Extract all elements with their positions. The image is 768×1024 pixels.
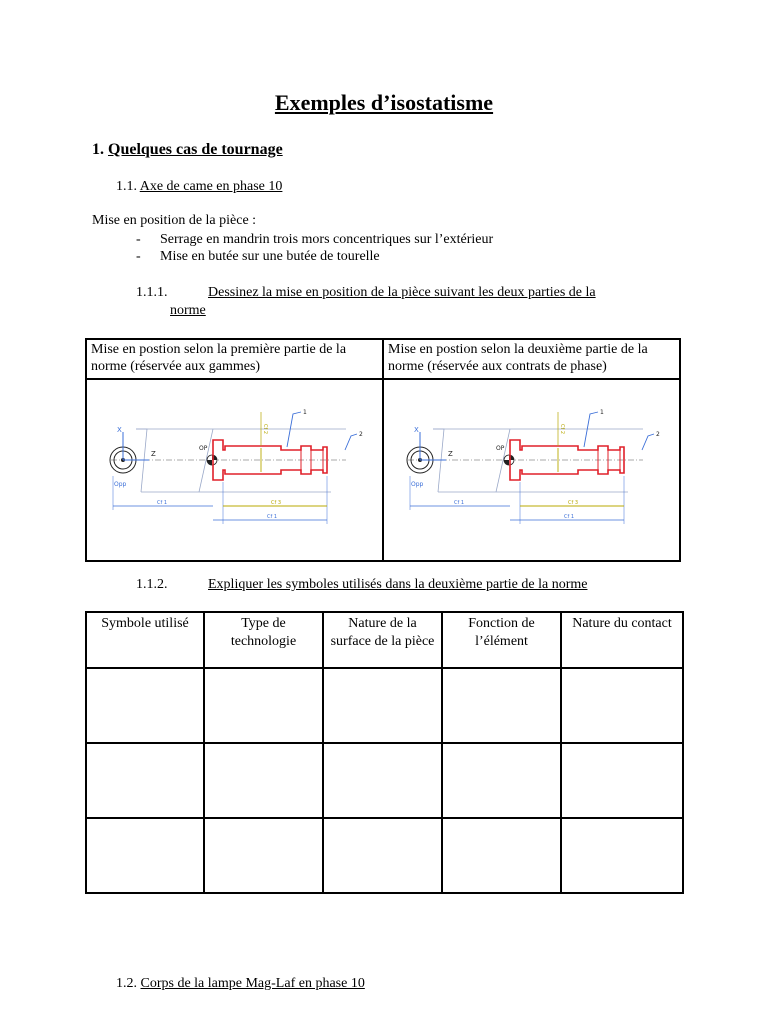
cf3-label: Cf 3 [271,500,282,506]
subsection-label: Corps de la lampe Mag-Laf en phase 10 [140,976,365,991]
answer-cell[interactable] [86,818,204,893]
answer-cell[interactable] [442,818,561,893]
symbol-table-header [86,612,683,668]
figure-cell-1 [86,379,383,561]
header-cell: Nature du contact [561,612,683,668]
op-label: OP [199,445,208,452]
answer-cell[interactable] [323,818,442,893]
part-drawing-1 [101,392,371,542]
figure-table [85,338,681,562]
header-cell: Symbole utilisé [86,612,204,668]
opp-label: Opp [411,481,424,488]
op-label: OP [496,445,505,452]
answer-cell[interactable] [204,743,323,818]
ref-1-leader [584,412,598,447]
subsection-1-1-2-text: Expliquer les symboles utilisés dans la deuxième partie de la norme [208,577,588,592]
header-cell: Fonction de l’élément [442,612,561,668]
subsection-number: 1.2. [116,976,137,991]
cf1-label: Cf 1 [157,500,168,506]
answer-cell[interactable] [323,743,442,818]
ref-2-label: 2 [656,431,660,438]
answer-cell[interactable] [86,743,204,818]
ref-2-label: 2 [359,431,363,438]
x-label: X [117,426,122,434]
cf3-label: Cf 3 [568,500,579,506]
z-label: Z [151,450,156,458]
subsection-1-2-heading [116,976,365,992]
section-number: 1. [92,141,104,158]
header-cell: Nature de la surface de la pièce [323,612,442,668]
answer-cell[interactable] [561,818,683,893]
subsection-label: Axe de came en phase 10 [139,179,283,194]
cf-b-label: Cf 1 [267,514,278,520]
z-label: Z [448,450,453,458]
ref-1-label: 1 [600,409,604,416]
header-cell: Type de technologie [204,612,323,668]
table-row [86,743,683,818]
section-label: Quelques cas de tournage [108,141,283,158]
subsection-1-1-2-number: 1.1.2. [136,577,168,592]
intro-text: Mise en position de la pièce : [92,213,257,228]
cf1-label: Cf 1 [454,500,465,506]
x-label: X [414,426,419,434]
table-row [86,818,683,893]
ref-1-leader [287,412,301,447]
cf-b-label: Cf 1 [564,514,575,520]
subsection-1-1-1-text: Dessinez la mise en position de la pièce suivant les deux parties de la [208,285,596,300]
ref-2-leader [345,434,357,450]
figure-col1-header: Mise en postion selon la première partie de la norme (réservée aux gammes) [86,339,383,379]
answer-cell[interactable] [561,668,683,743]
table-row [86,668,683,743]
bullet-item: - Serrage en mandrin trois mors concentriques sur l’extérieur [136,232,494,247]
subsection-1-1-1-text-cont: norme [170,303,206,318]
ref-2-leader [642,434,654,450]
opp-label: Opp [114,481,127,488]
answer-cell[interactable] [442,743,561,818]
answer-cell[interactable] [561,743,683,818]
symbol-table [85,611,684,894]
cf2-label: Cf 2 [559,424,565,435]
answer-cell[interactable] [86,668,204,743]
answer-cell[interactable] [204,818,323,893]
cf2-label: Cf 2 [262,424,268,435]
page-title: Exemples d’isostatisme [274,90,494,115]
answer-cell[interactable] [442,668,561,743]
subsection-1-1-1-number: 1.1.1. [136,285,168,300]
ref-1-label: 1 [303,409,307,416]
part-drawing-2 [398,392,668,542]
figure-col2-header: Mise en postion selon la deuxième partie de la norme (réservée aux contrats de phase) [383,339,680,379]
answer-cell[interactable] [204,668,323,743]
subsection-number: 1.1. [116,179,137,194]
answer-cell[interactable] [323,668,442,743]
section-1-heading [92,141,283,159]
figure-cell-2 [383,379,680,561]
bullet-item: - Mise en butée sur une butée de tourelle [136,249,380,264]
subsection-1-1-heading [116,179,282,195]
